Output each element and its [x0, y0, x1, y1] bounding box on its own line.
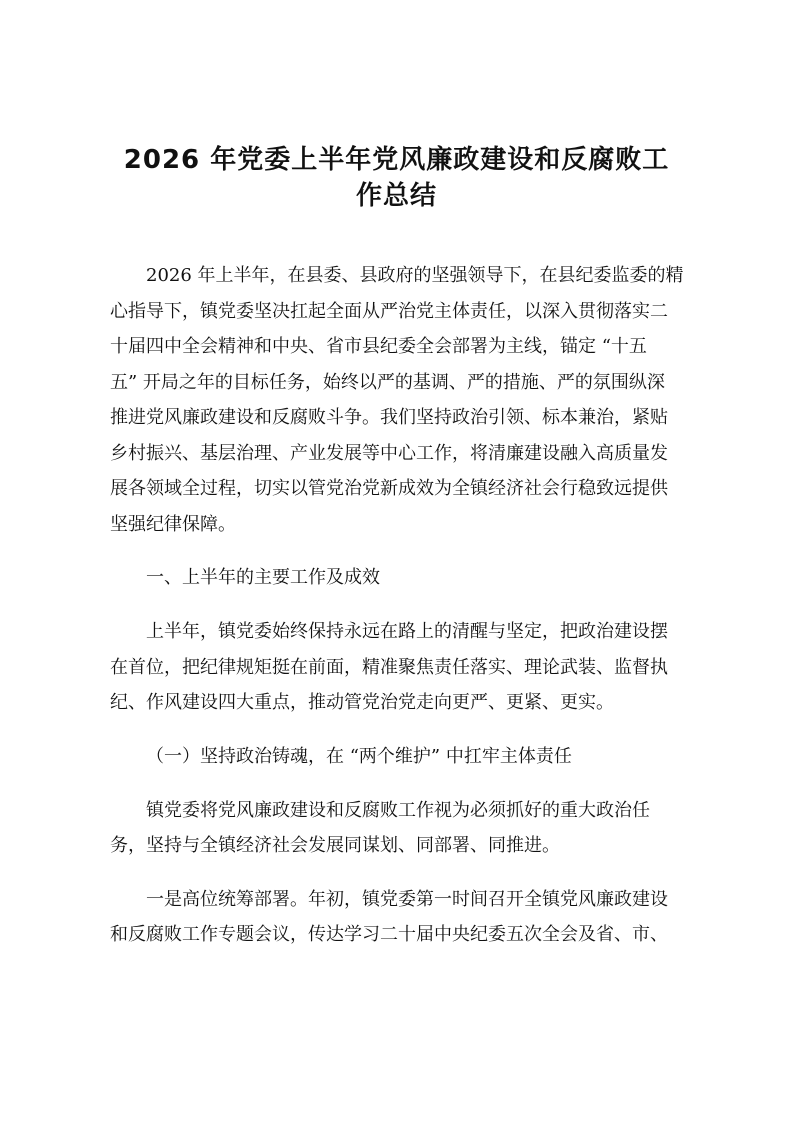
- paragraph-line: 十届四中全会精神和中央、省市县纪委全会部署为主线，锚定 “十五: [110, 336, 647, 357]
- paragraph-gap: [110, 775, 694, 793]
- title-line-1: 2026 年党委上半年党风廉政建设和反腐败工: [123, 145, 670, 175]
- document-title: [100, 142, 693, 214]
- paragraph-line: 在首位，把纪律规矩挺在前面，精准聚焦责任落实、理论武装、监督执: [110, 656, 668, 678]
- paragraph-gap: [110, 596, 694, 614]
- section-heading-text: 一、上半年的主要工作及成效: [146, 567, 380, 588]
- paragraph-line: 2026 年上半年，在县委、县政府的坚强领导下，在县纪委监委的精: [146, 265, 684, 286]
- section-paragraph: [110, 614, 694, 721]
- paragraph-line: 展各领域全过程，切实以管党治党新成效为全镇经济社会行稳致远提供: [110, 478, 668, 499]
- paragraph-gap: [110, 542, 694, 560]
- paragraph-line: 镇党委将党风廉政建设和反腐败工作视为必须抓好的重大政治任: [146, 799, 650, 821]
- section-heading: [110, 560, 694, 596]
- subsection-heading-text: （一）坚持政治铸魂，在 “两个维护” 中扛牢主体责任: [146, 745, 572, 767]
- point-paragraph: [110, 882, 694, 953]
- subsection-paragraph: [110, 793, 694, 864]
- paragraph-line: 五” 开局之年的目标任务，始终以严的基调、严的措施、严的氛围纵深: [110, 371, 665, 393]
- paragraph-line: 坚强纪律保障。: [110, 513, 236, 535]
- paragraph-line: 推进党风廉政建设和反腐败斗争。我们坚持政治引领、标本兼治，紧贴: [110, 407, 668, 428]
- paragraph-line: 心指导下，镇党委坚决扛起全面从严治党主体责任，以深入贯彻落实二: [110, 300, 668, 322]
- title-line-2: 作总结: [355, 181, 437, 211]
- subsection-heading: [110, 739, 694, 775]
- paragraph-line: 上半年，镇党委始终保持永远在路上的清醒与坚定，把政治建设摆: [146, 621, 668, 642]
- paragraph-line: 乡村振兴、基层治理、产业发展等中心工作，将清廉建设融入高质量发: [110, 442, 668, 464]
- paragraph-line: 和反腐败工作专题会议，传达学习二十届中央纪委五次全会及省、市、: [110, 924, 668, 945]
- paragraph-line: 务，坚持与全镇经济社会发展同谋划、同部署、同推进。: [110, 835, 560, 856]
- paragraph-gap: [110, 721, 694, 739]
- paragraph-gap: [110, 864, 694, 882]
- paragraph-line: 纪、作风建设四大重点，推动管党治党走向更严、更紧、更实。: [110, 692, 614, 713]
- paragraph-line: 一是高位统筹部署。年初，镇党委第一时间召开全镇党风廉政建设: [146, 888, 668, 910]
- document-body: [110, 258, 694, 953]
- intro-paragraph: [110, 258, 694, 542]
